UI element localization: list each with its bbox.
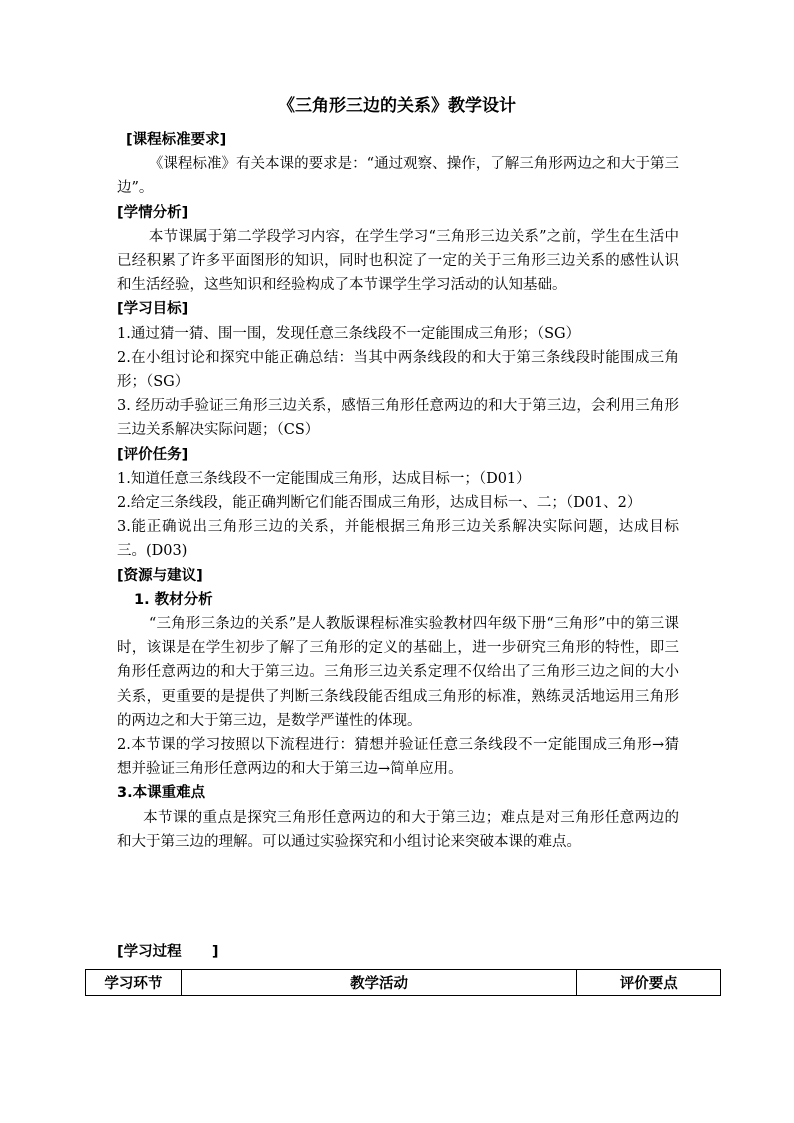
curriculum-heading: [课程标准要求] — [126, 132, 227, 148]
table-header-stage: 学习环节 — [86, 970, 182, 996]
document-title: 《三角形三边的关系》教学设计 — [278, 96, 516, 116]
curriculum-text: 《课程标准》有关本课的要求是：“通过观察、操作，了解三角形两边之和大于第三边”。 — [117, 156, 679, 197]
key-difficulties-heading: 3.本课重难点 — [117, 785, 206, 802]
resources-heading: [资源与建议] — [117, 567, 203, 584]
assessment-item-2: 2.给定三条线段，能正确判断它们能否围成三角形，达成目标一、二；（D01、2） — [117, 495, 642, 512]
key-difficulties-text: 本节课的重点是探究三角形任意两边的和大于第三边；难点是对三角形任意两边的和大于第三边的理解。可以通过实验探究和小组讨论来突破本课的难点。 — [117, 809, 679, 850]
process-table — [85, 969, 721, 996]
goal-item-3: 3. 经历动手验证三角形三边关系，感悟三角形任意两边的和大于第三边，会利用三角形三边关系解决实际问题；（CS） — [117, 398, 679, 439]
table-header-activity: 教学活动 — [181, 970, 577, 996]
learner-analysis-text: 本节课属于第二学段学习内容，在学生学习“三角形三边关系”之前，学生在生活中已经积累了许多平面图形的知识，同时也积淀了一定的关于三角形三边关系的感性认识和生活经验，这些知识和经验构成了本节课学生学习活动的认知基础。 — [117, 228, 679, 294]
goal-item-1: 1.通过猜一猜、围一围，发现任意三条线段不一定能围成三角形；（SG） — [117, 325, 581, 342]
goals-heading: [学习目标] — [117, 301, 189, 318]
learning-flow-item: 2.本节课的学习按照以下流程进行：猜想并验证任意三条线段不一定能围成三角形→猜想并验证三角形任意两边的和大于第三边→简单应用。 — [117, 737, 679, 778]
assessment-heading: [评价任务] — [117, 446, 189, 463]
assessment-item-1: 1.知道任意三条线段不一定能围成三角形，达成目标一；（D01） — [117, 470, 531, 487]
process-heading: [学习过程 ] — [117, 944, 219, 960]
document-body — [117, 128, 679, 854]
table-header-evaluation: 评价要点 — [577, 970, 721, 996]
textbook-analysis-text: “三角形三条边的关系”是人教版课程标准实验教材四年级下册“三角形”中的第三课时，该课是在学生初步了解了三角形的定义的基础上，进一步研究三角形的特性，即三角形任意两边的和大于第三边。三角形三边关系定理不仅给出了三角形三边之间的大小关系，更重要的是提供了判断三条线段能否组成三角形的标准，熟练灵活地运用三角形的两边之和大于第三边，是数学严谨性的体现。 — [117, 616, 679, 729]
learner-analysis-heading: [学情分析] — [117, 204, 189, 221]
goal-item-2: 2.在小组讨论和探究中能正确总结：当其中两条线段的和大于第三条线段时能围成三角形；（SG） — [117, 349, 679, 391]
table-header-row — [86, 970, 721, 996]
assessment-item-3: 3.能正确说出三角形三边的关系，并能根据三角形三边关系解决实际问题，达成目标三。(D03) — [117, 519, 679, 560]
textbook-analysis-heading: 1. 教材分析 — [134, 591, 213, 608]
